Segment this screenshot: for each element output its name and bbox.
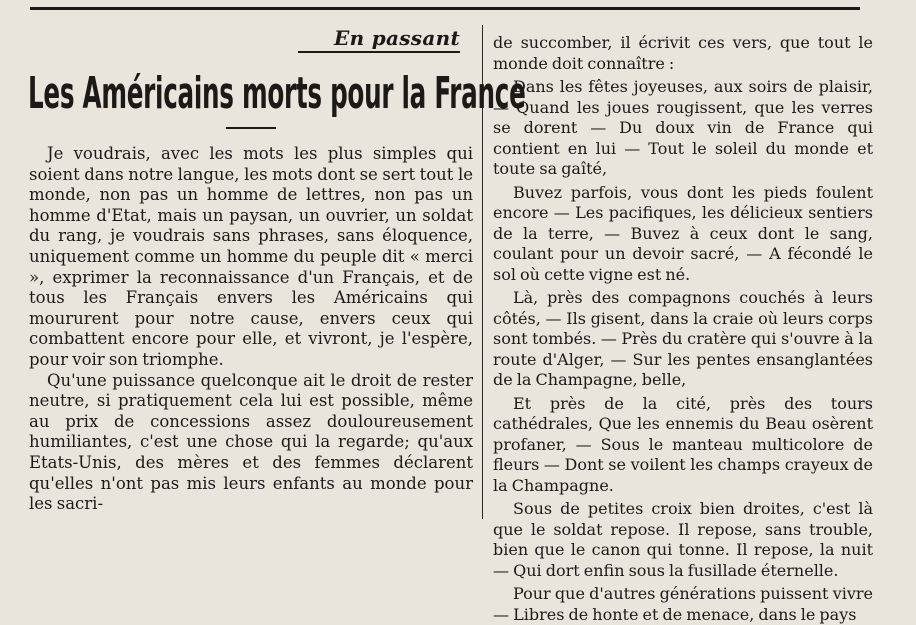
article-body-left: [29, 144, 473, 519]
article-kicker: En passant: [334, 26, 460, 50]
poem-stanza: Pour que d'autres générations puissent vivre — Libres de honte et de menace, dans le pays: [493, 584, 873, 624]
headline-dash: [226, 127, 276, 129]
body-paragraph: Qu'une puissance quelconque ait le droit de rester neutre, si pratiquement cela lui est possible, même au prix de concessions assez douloureusement humiliantes, c'est une chose qui la regarde; qu'aux Etats-Unis, des mères et des femmes déclarent qu'elles n'ont pas mis leurs enfants au monde pour les sacri-: [29, 370, 473, 514]
body-paragraph: de succomber, il écrivit ces vers, que tout le monde doit connaître :: [493, 33, 873, 73]
poem-stanza: Sous de petites croix bien droites, c'est là que le soldat repose. Il repose, sans trouble, bien que le canon qui tonne. Il repose, la nuit — Qui dort enfin sous la fusillade éternelle.: [493, 499, 873, 580]
kicker-underline: [298, 51, 460, 53]
poem-stanza: Et près de la cité, près des tours cathédrales, Que les ennemis du Beau osèrent profaner, — Sous le manteau multicolore de fleurs — Dont se voilent les champs crayeux de la Champagne.: [493, 393, 873, 495]
poem-stanza: Dans les fêtes joyeuses, aux soirs de plaisir, — Quand les joues rougissent, que les verres se dorent — Du doux vin de France qui contient en lui — Tout le soleil du monde et toute sa gaîté,: [493, 77, 873, 178]
article-body-right: [493, 33, 873, 624]
body-paragraph: Je voudrais, avec les mots les plus simples qui soient dans notre langue, les mots dont se sert tout le monde, non pas un homme de lettres, non pas un homme d'Etat, mais un paysan, un ouvrier, un soldat du rang, je voudrais sans phrases, sans éloquence, uniquement comme un homme du peuple dit « merci », exprimer la reconnaissance d'un Français, et de tous les Français envers les Américains qui moururent pour notre cause, envers ceux qui combattent encore pour elle, et vivront, je l'espère, pour voir son triomphe.: [29, 144, 473, 369]
poem-stanza: Là, près des compagnons couchés à leurs côtés, — Ils gisent, dans la craie où leurs corps sont tombés. — Près du cratère qui s'ouvre à la route d'Alger, — Sur les pentes ensanglantées de la Champagne, belle,: [493, 288, 873, 389]
headline-text: Les Américains morts pour la France: [28, 68, 526, 119]
poem-stanza: Buvez parfois, vous dont les pieds foulent encore — Les pacifiques, les délicieux sentiers de la terre, — Buvez à ceux dont le sang, coulant pour un devoir sacré, — A fécondé le sol où cette vigne est né.: [493, 182, 873, 284]
article-headline: [28, 66, 526, 122]
top-rule: [30, 7, 860, 10]
